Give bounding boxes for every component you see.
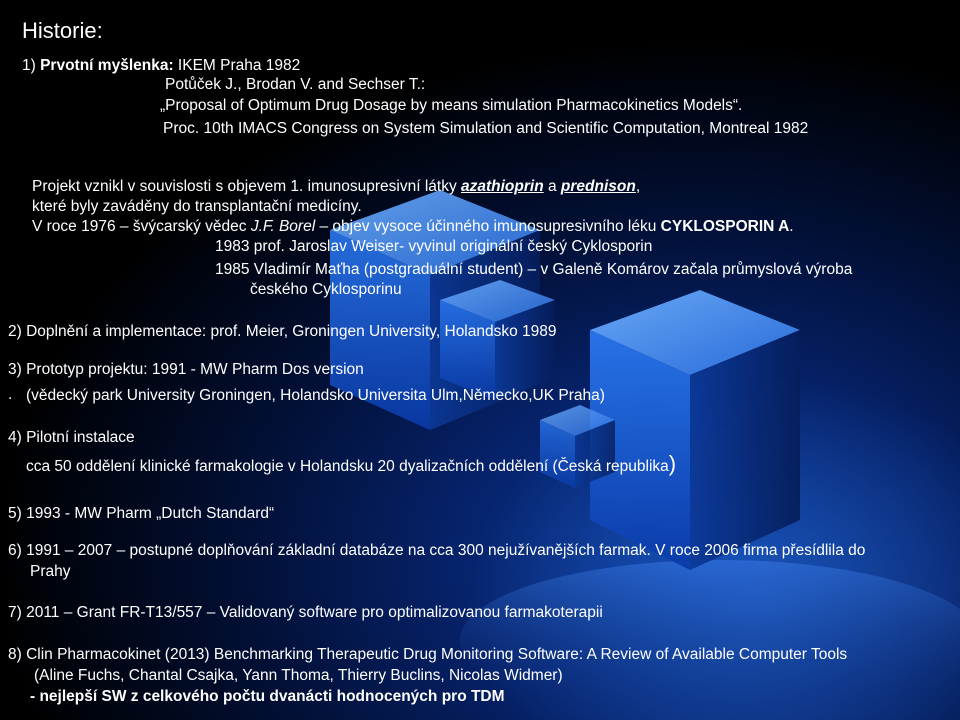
item-6-continuation: Prahy	[30, 563, 71, 580]
azathioprin-text: azathioprin	[461, 178, 544, 195]
item-3-detail: (vědecký park University Groningen, Holandsko Universita Ulm,Německo,UK Praha)	[26, 387, 605, 404]
borel-text: J.F. Borel	[250, 218, 316, 235]
project-line-3-end: .	[789, 218, 794, 235]
project-line-2: které byly zaváděny do transplantační medicíny.	[32, 198, 362, 215]
item-1-authors: Potůček J., Brodan V. and Sechser T.:	[165, 76, 426, 93]
item-4: 4) Pilotní instalace	[8, 429, 135, 446]
project-line-1-comma: ,	[635, 178, 641, 195]
project-line-5: 1985 Vladimír Maťha (postgraduální student) – v Galeně Komárov začala průmyslová výroba	[215, 261, 853, 278]
item-2: 2) Doplnění a implementace: prof. Meier, Groningen University, Holandsko 1989	[8, 323, 557, 340]
item-7: 7) 2011 – Grant FR-T13/557 – Validovaný software pro optimalizovanou farmakoterapii	[8, 604, 603, 621]
item-6: 6) 1991 – 2007 – postupné doplňování základní databáze na cca 300 nejužívanějších farmak. V roce 2006 firma přesídlila do	[8, 542, 866, 559]
item-1-paper-title: „Proposal of Optimum Drug Dosage by means simulation Pharmacokinetics Models“.	[160, 97, 743, 114]
cyklosporin-text: CYKLOSPORIN A	[660, 218, 790, 235]
item-8-note: - nejlepší SW z celkového počtu dvanácti hodnocených pro TDM	[30, 688, 505, 705]
prednison-text: prednison	[560, 178, 636, 195]
project-line-1-text: Projekt vznikl v souvislosti s objevem 1. imunosupresivní látky	[32, 178, 461, 195]
project-line-1	[32, 178, 640, 196]
item-8: 8) Clin Pharmacokinet (2013) Benchmarking Therapeutic Drug Monitoring Software: A Review of Available Computer Tools	[8, 646, 848, 663]
item-4-close-paren: )	[668, 451, 677, 476]
project-line-3-mid: – objev vysoce účinného imunosupresivního léku	[315, 218, 661, 235]
item-1-proceedings: Proc. 10th IMACS Congress on System Simulation and Scientific Computation, Montreal 1982	[163, 120, 809, 137]
project-line-3-text: V roce 1976 – švýcarský vědec	[32, 218, 251, 235]
large-cube-shape	[590, 290, 800, 570]
item-1-number: 1)	[22, 57, 41, 74]
floor-glow	[460, 560, 960, 720]
item-4-detail-text: cca 50 oddělení klinické farmakologie v Holandsku 20 dyalizačních oddělení (Česká republika	[26, 458, 669, 475]
slide-title: Historie:	[22, 18, 103, 43]
project-line-3	[32, 218, 794, 236]
item-1-line	[22, 57, 300, 75]
item-5: 5) 1993 - MW Pharm „Dutch Standard“	[8, 505, 275, 522]
item-1-rest: IKEM Praha 1982	[173, 57, 301, 74]
project-line-1-conj: a	[543, 178, 561, 195]
project-line-4: 1983 prof. Jaroslav Weiser- vyvinul originální český Cyklosporin	[215, 238, 653, 255]
item-1-label: Prvotní myšlenka:	[40, 57, 174, 74]
item-3-bullet: .	[8, 386, 13, 403]
item-8-authors: (Aline Fuchs, Chantal Csajka, Yann Thoma, Thierry Buclins, Nicolas Widmer)	[34, 667, 563, 684]
item-3: 3) Prototyp projektu: 1991 - MW Pharm Dos version	[8, 361, 364, 378]
project-line-6: českého Cyklosporinu	[250, 281, 402, 298]
item-4-detail	[26, 451, 677, 476]
